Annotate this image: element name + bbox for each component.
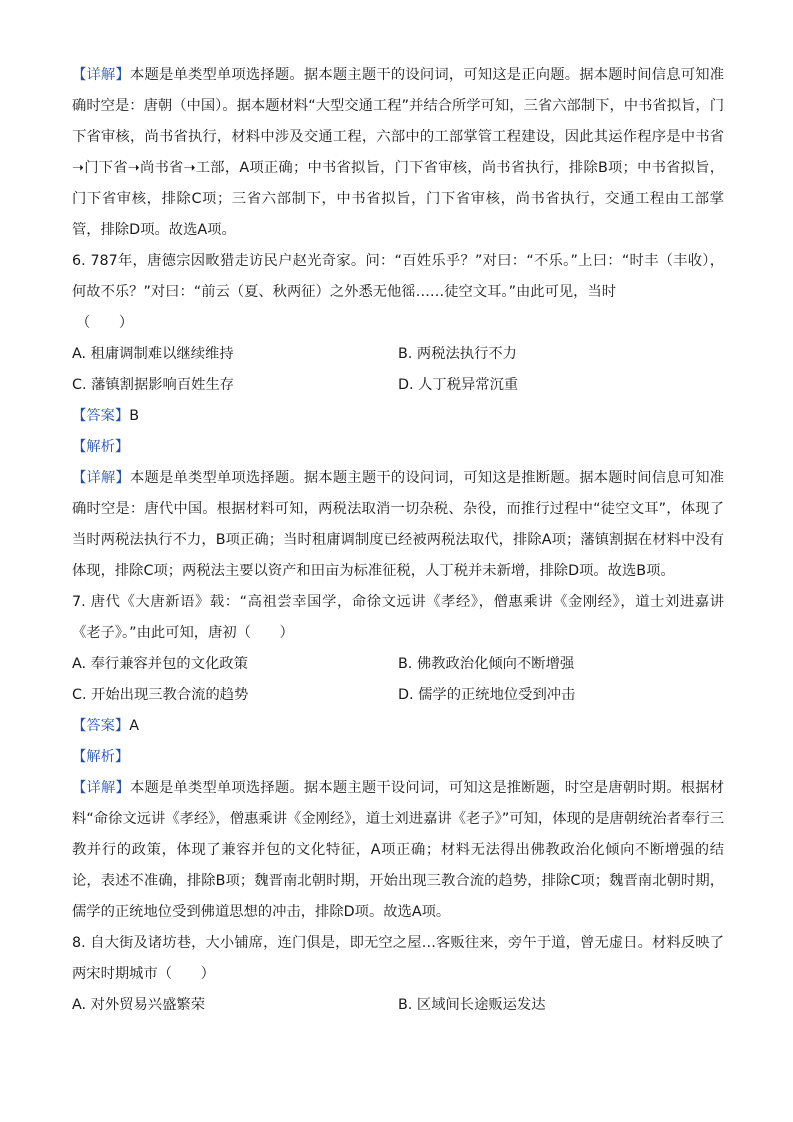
q6-option-c[interactable]: C. 藩镇割据影响百姓生存: [72, 377, 235, 393]
q7-answer-tag: 【答案】: [72, 718, 130, 734]
q5-detail-text: 本题是单类型单项选择题。据本题主题干的设问词，可知这是正向题。据本题时间信息可知准确时空是：唐朝（中国）。据本题材料“大型交通工程”并结合所学可知，三省六部制下，中书省拟旨，门下省审核，尚书省执行，材料中涉及交通工程，六部中的工部掌管工程建设，因此其运作程序是中书省➝门下省➝尚书省➝工部，A项正确；中书省拟旨，门下省审核，尚书省执行，排除B项；中书省拟旨，门下省审核，排除C项；三省六部制下，中书省拟旨，门下省审核，尚书省执行，交通工程由工部掌管，排除D项。故选A项。: [72, 67, 725, 238]
q6-answer-tag: 【答案】: [72, 408, 130, 424]
q7-option-d[interactable]: D. 儒学的正统地位受到冲击: [398, 687, 576, 703]
q6-detail-text: 本题是单类型单项选择题。据本题主题干的设问词，可知这是推断题。据本题时间信息可知准确时空是：唐代中国。根据材料可知，两税法取消一切杂税、杂役，而推行过程中“徒空文耳”，体现了当时两税法执行不力，B项正确；当时租庸调制度已经被两税法取代，排除A项；藩镇割据在材料中没有体现，排除C项；两税法主要以资产和田亩为标准征税，人丁税并未新增，排除D项。故选B项。: [72, 470, 725, 579]
q6-detail: [72, 463, 724, 587]
q6-stem: 6. 787年，唐德宗因畋猎走访民户赵光奇家。问：“百姓乐乎？”对曰：“不乐。”上曰：“时丰（丰收），何故不乐？”对曰：“前云（夏、秋两征）之外悉无他徭……徒空文耳。”由此可见，当时: [72, 253, 724, 300]
q6-analysis: [72, 432, 724, 463]
q6-answer-value: B: [129, 408, 139, 424]
q7-answer: [72, 711, 724, 742]
q7-detail-tag: 【详解】: [72, 780, 130, 796]
q7-detail-text: 本题是单类型单项选择题。据本题主题干设问词，可知这是推断题，时空是唐朝时期。根据材料“命徐文远讲《孝经》，僧惠乘讲《金刚经》，道士刘进嘉讲《老子》”可知，体现的是唐朝统治者奉行三教并行的政策，体现了兼容并包的文化特征，A项正确；材料无法得出佛教政治化倾向不断增强的结论，表述不准确，排除B项；魏晋南北朝时期，开始出现三教合流的趋势，排除C项；魏晋南北朝时期，儒学的正统地位受到佛道思想的冲击，排除D项。故选A项。: [72, 780, 725, 920]
q7-option-b[interactable]: B. 佛教政治化倾向不断增强: [398, 656, 575, 672]
document-page: [72, 60, 724, 1021]
q7-stem: 7. 唐代《大唐新语》载：“高祖尝幸国学，命徐文远讲《孝经》，僧惠乘讲《金刚经》，道士刘进嘉讲《老子》。”由此可知，唐初（ ）: [72, 594, 724, 641]
q7-analysis-tag: 【解析】: [72, 749, 130, 765]
q7-options: [72, 649, 724, 711]
q7-option-a[interactable]: A. 奉行兼容并包的文化政策: [72, 656, 248, 672]
q8-option-a[interactable]: A. 对外贸易兴盛繁荣: [72, 997, 205, 1013]
q6-option-d[interactable]: D. 人丁税异常沉重: [398, 377, 519, 393]
q7-analysis: [72, 742, 724, 773]
q8-options: [72, 990, 724, 1021]
q8-stem: 8. 自大街及诸坊巷，大小铺席，连门俱是，即无空之屋…客贩往来，旁午于道，曾无虚日。材料反映了两宋时期城市（ ）: [72, 935, 724, 982]
q6-analysis-tag: 【解析】: [72, 439, 130, 455]
q6-detail-tag: 【详解】: [72, 470, 130, 486]
q7-answer-value: A: [129, 718, 139, 734]
q6-options: [72, 339, 724, 401]
q8-option-b[interactable]: B. 区域间长途贩运发达: [398, 997, 546, 1013]
q6-blank: （ ）: [76, 315, 134, 331]
q6-option-b[interactable]: B. 两税法执行不力: [398, 346, 517, 362]
q7-option-c[interactable]: C. 开始出现三教合流的趋势: [72, 687, 249, 703]
q5-detail-tag: 【详解】: [72, 67, 130, 83]
q7-detail: [72, 773, 724, 928]
q6-option-a[interactable]: A. 租庸调制难以继续维持: [72, 346, 234, 362]
q6-answer: [72, 401, 724, 432]
q5-detail: [72, 60, 724, 246]
